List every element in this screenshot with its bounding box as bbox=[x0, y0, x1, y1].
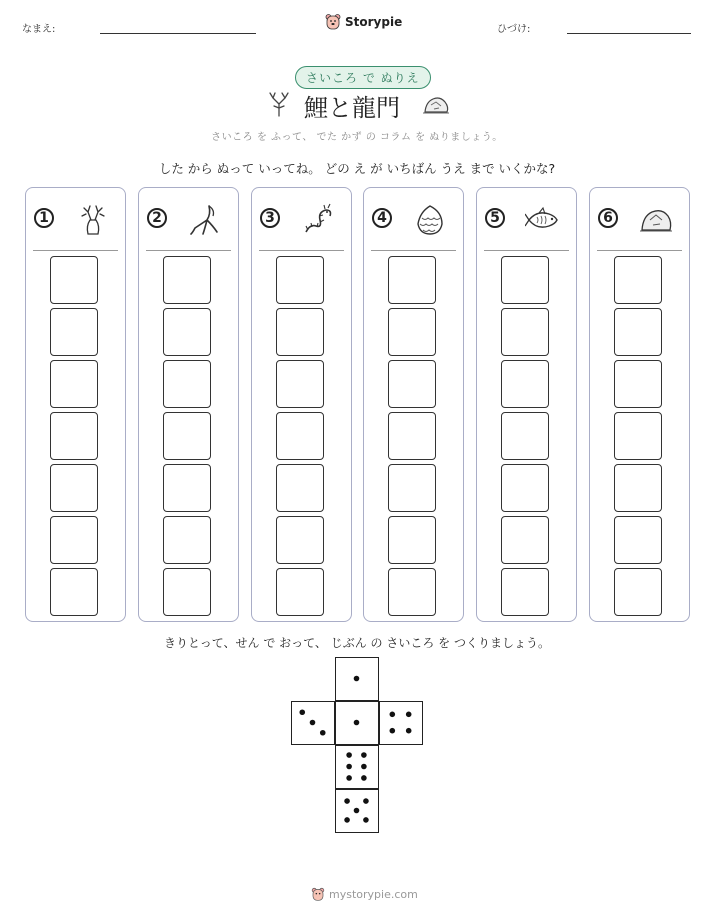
pip bbox=[346, 764, 352, 770]
name-line bbox=[100, 33, 256, 34]
column-3 bbox=[251, 187, 352, 622]
coloring-cell[interactable] bbox=[614, 308, 662, 356]
pip bbox=[346, 775, 352, 781]
column-5 bbox=[476, 187, 577, 622]
pip bbox=[390, 728, 396, 734]
column-number: 2 bbox=[147, 208, 167, 228]
coloring-cell[interactable] bbox=[388, 516, 436, 564]
coloring-cell[interactable] bbox=[614, 464, 662, 512]
coloring-cell[interactable] bbox=[50, 256, 98, 304]
coloring-cell[interactable] bbox=[163, 360, 211, 408]
die-face-3 bbox=[291, 701, 335, 745]
coloring-cell[interactable] bbox=[388, 568, 436, 616]
coloring-cell[interactable] bbox=[276, 308, 324, 356]
coloring-cell[interactable] bbox=[163, 464, 211, 512]
pip bbox=[354, 808, 360, 814]
coloring-cell[interactable] bbox=[501, 256, 549, 304]
footer bbox=[311, 887, 418, 902]
coloring-cell[interactable] bbox=[614, 412, 662, 460]
pip bbox=[361, 752, 367, 758]
coloring-cell[interactable] bbox=[388, 360, 436, 408]
die-face-6 bbox=[335, 745, 379, 789]
coloring-cell[interactable] bbox=[163, 412, 211, 460]
column-number: 5 bbox=[485, 208, 505, 228]
column-divider bbox=[259, 250, 344, 251]
brand-name: Storypie bbox=[345, 15, 403, 29]
coloring-cell[interactable] bbox=[276, 568, 324, 616]
coloring-cell[interactable] bbox=[50, 464, 98, 512]
pip bbox=[363, 798, 369, 804]
die-face-1 bbox=[335, 657, 379, 701]
antler-icon bbox=[266, 90, 292, 118]
pip bbox=[346, 752, 352, 758]
subtitle: さいころ を ふって、 でた かず の コラム を ぬりましょう。 bbox=[211, 132, 503, 143]
coloring-cell[interactable] bbox=[614, 360, 662, 408]
rock-icon bbox=[422, 94, 450, 116]
column-6 bbox=[589, 187, 690, 622]
coloring-cell[interactable] bbox=[388, 308, 436, 356]
column-4 bbox=[363, 187, 464, 622]
column-2 bbox=[138, 187, 239, 622]
column-number: 4 bbox=[372, 208, 392, 228]
pip bbox=[299, 709, 305, 715]
name-label: なまえ: bbox=[22, 24, 56, 35]
coloring-cell[interactable] bbox=[614, 256, 662, 304]
coloring-cell[interactable] bbox=[501, 412, 549, 460]
coloring-cell[interactable] bbox=[50, 360, 98, 408]
dragon-claw-icon bbox=[187, 202, 223, 238]
coloring-cell[interactable] bbox=[388, 412, 436, 460]
pip bbox=[310, 720, 316, 726]
rock-icon bbox=[638, 202, 674, 238]
coloring-cell[interactable] bbox=[163, 308, 211, 356]
coloring-cell[interactable] bbox=[163, 568, 211, 616]
footer-url[interactable]: mystorypie.com bbox=[329, 888, 418, 901]
pip bbox=[363, 817, 369, 823]
antler-icon bbox=[74, 202, 110, 238]
column-number: 6 bbox=[598, 208, 618, 228]
column-divider bbox=[371, 250, 456, 251]
coloring-cell[interactable] bbox=[50, 568, 98, 616]
brand-logo bbox=[325, 13, 402, 31]
pip bbox=[406, 712, 412, 718]
coloring-cell[interactable] bbox=[501, 360, 549, 408]
pip bbox=[361, 775, 367, 781]
coloring-cell[interactable] bbox=[276, 516, 324, 564]
instruction-text: した から ぬって いってね。 どの え が いちばん うえ まで いくかな? bbox=[158, 161, 556, 176]
coloring-cell[interactable] bbox=[501, 568, 549, 616]
storypie-bear-icon bbox=[311, 887, 325, 902]
dragon-scale-icon bbox=[412, 202, 448, 238]
coloring-cell[interactable] bbox=[276, 360, 324, 408]
pip bbox=[361, 764, 367, 770]
date-line bbox=[567, 33, 691, 34]
pips bbox=[336, 746, 377, 787]
coloring-cell[interactable] bbox=[614, 516, 662, 564]
coloring-cell[interactable] bbox=[501, 464, 549, 512]
page-title: 鯉と龍門 bbox=[304, 94, 400, 122]
column-divider bbox=[146, 250, 231, 251]
pip bbox=[406, 728, 412, 734]
coloring-cell[interactable] bbox=[50, 308, 98, 356]
coloring-cell[interactable] bbox=[388, 256, 436, 304]
pip bbox=[344, 817, 350, 823]
coloring-cell[interactable] bbox=[614, 568, 662, 616]
column-divider bbox=[33, 250, 118, 251]
coloring-cell[interactable] bbox=[501, 308, 549, 356]
column-number: 1 bbox=[34, 208, 54, 228]
coloring-cell[interactable] bbox=[276, 412, 324, 460]
pips bbox=[336, 702, 377, 743]
pips bbox=[380, 702, 421, 743]
pip bbox=[390, 712, 396, 718]
coloring-cell[interactable] bbox=[163, 516, 211, 564]
die-face-1 bbox=[335, 701, 379, 745]
pip bbox=[354, 720, 360, 726]
pips bbox=[336, 658, 377, 699]
die-face-4 bbox=[379, 701, 423, 745]
cut-instruction: きりとって、せん で おって、 じぶん の さいころ を つくりましょう。 bbox=[164, 636, 550, 650]
die-face-5 bbox=[335, 789, 379, 833]
coloring-cell[interactable] bbox=[163, 256, 211, 304]
coloring-cell[interactable] bbox=[276, 256, 324, 304]
coloring-cell[interactable] bbox=[276, 464, 324, 512]
column-divider bbox=[484, 250, 569, 251]
pip bbox=[344, 798, 350, 804]
column-number: 3 bbox=[260, 208, 280, 228]
pips bbox=[336, 790, 377, 831]
coloring-cell[interactable] bbox=[50, 516, 98, 564]
pip bbox=[354, 676, 360, 682]
pip bbox=[320, 730, 326, 736]
coloring-cell[interactable] bbox=[501, 516, 549, 564]
dragon-icon bbox=[300, 202, 336, 238]
storypie-bear-icon bbox=[325, 13, 341, 31]
date-label: ひづけ: bbox=[497, 24, 531, 35]
column-divider bbox=[597, 250, 682, 251]
worksheet-badge: さいころ で ぬりえ bbox=[295, 66, 431, 89]
koi-fish-icon bbox=[525, 202, 561, 238]
coloring-cell[interactable] bbox=[50, 412, 98, 460]
column-1 bbox=[25, 187, 126, 622]
pips bbox=[292, 702, 333, 743]
coloring-cell[interactable] bbox=[388, 464, 436, 512]
